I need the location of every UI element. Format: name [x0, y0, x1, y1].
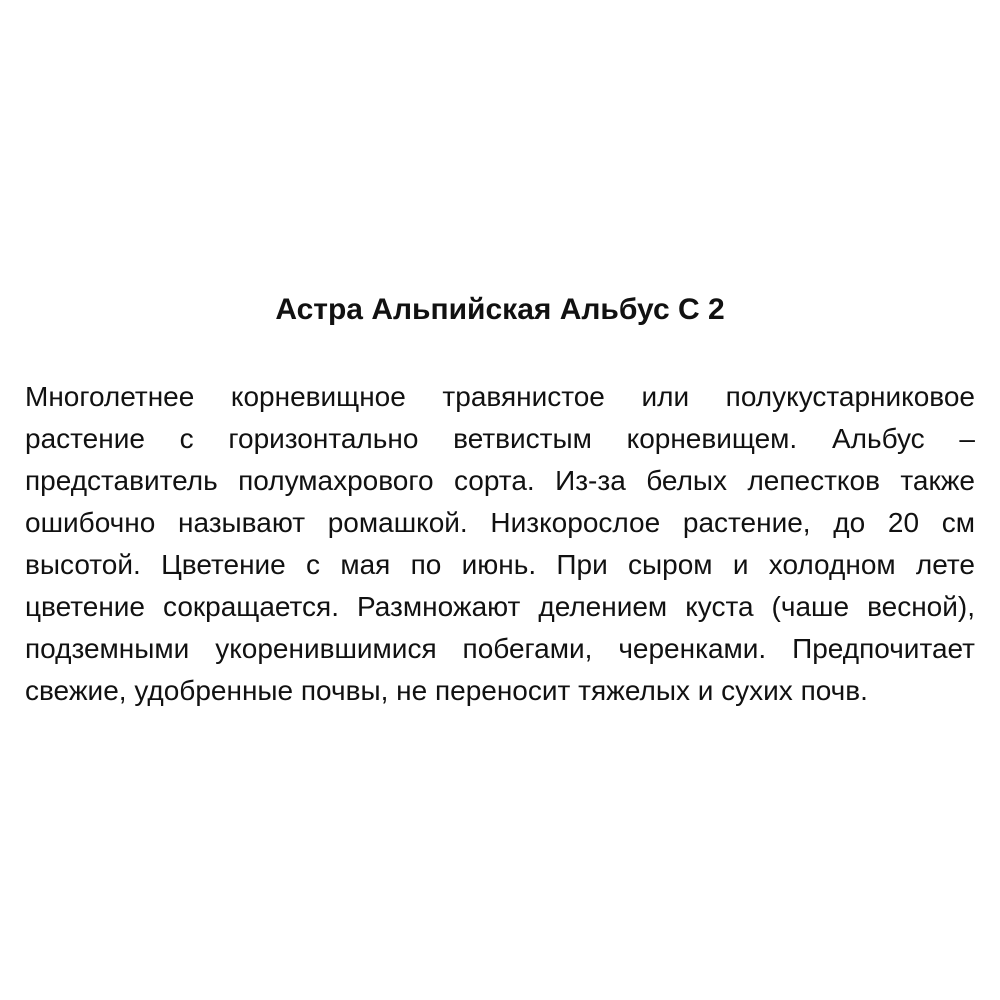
paragraph-line: растение с горизонтально ветвистым корневищем. Альбус – [25, 423, 975, 454]
description-paragraph [25, 376, 975, 712]
paragraph-line: подземными укоренившимися побегами, черенками. Предпочитает [25, 633, 975, 664]
paragraph-line: цветение сокращается. Размножают делением куста (чаше весной), [25, 591, 975, 622]
page-title: Астра Альпийская Альбус С 2 [275, 293, 725, 326]
paragraph-line: высотой. Цветение с мая по июнь. При сыром и холодном лете [25, 549, 975, 580]
paragraph-line: ошибочно называют ромашкой. Низкорослое растение, до 20 см [25, 507, 975, 538]
paragraph-line: представитель полумахрового сорта. Из-за белых лепестков также [25, 465, 975, 496]
paragraph-line: свежие, удобренные почвы, не переносит тяжелых и сухих почв. [25, 675, 868, 706]
paragraph-line: Многолетнее корневищное травянистое или полукустарниковое [25, 381, 975, 412]
